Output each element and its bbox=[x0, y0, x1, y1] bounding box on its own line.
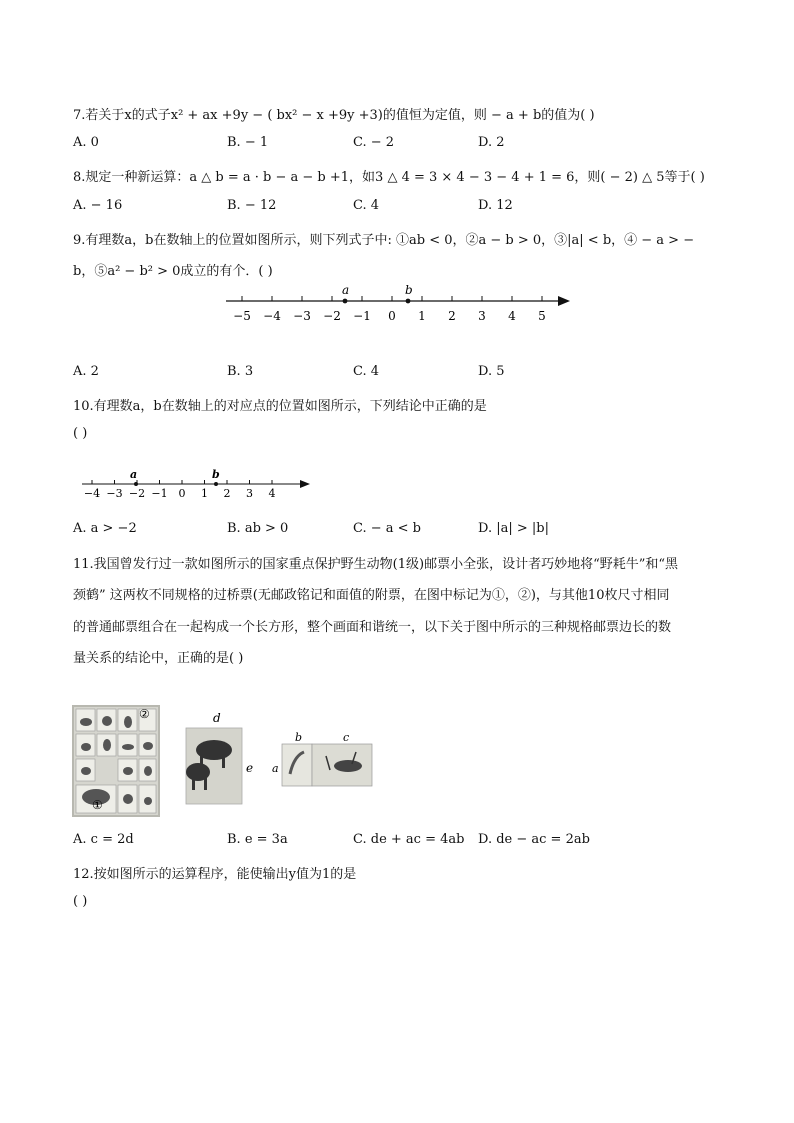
q9-options bbox=[73, 364, 733, 382]
q11-option-d: D. de − ac = 2ab bbox=[478, 832, 590, 847]
q9-axis-tick-label: 4 bbox=[508, 309, 516, 323]
q9-axis-tick-label: −5 bbox=[233, 309, 251, 323]
q9-label-b: b bbox=[405, 283, 413, 297]
q10-options bbox=[73, 521, 733, 539]
q11-stem-line3: 的普通邮票组合在一起构成一个长方形，整个画面和谐统一，以下关于图中所示的三种规格邮票边长的数 bbox=[73, 620, 672, 635]
q7-option-d: D. 2 bbox=[478, 135, 505, 150]
q10-label-b: b bbox=[212, 468, 220, 481]
q9-axis-tick-label: 0 bbox=[388, 309, 396, 323]
stamp-mark-1: ① bbox=[92, 798, 103, 812]
q10-axis-tick-label: −2 bbox=[128, 487, 146, 500]
q12-stem-line1: 12.按如图所示的运算程序，能使输出y值为1的是 bbox=[73, 867, 357, 882]
label-b: b bbox=[295, 731, 303, 744]
q7-options bbox=[73, 135, 733, 153]
q10-number-line bbox=[78, 465, 318, 501]
q9-option-b: B. 3 bbox=[227, 364, 254, 379]
q10-stem-line1: 10.有理数a，b在数轴上的对应点的位置如图所示，下列结论中正确的是 bbox=[73, 399, 487, 414]
crane-stamp-image bbox=[268, 730, 378, 790]
q7-option-b: B. − 1 bbox=[227, 135, 269, 150]
label-e: e bbox=[246, 761, 254, 775]
q8-option-a: A. − 16 bbox=[73, 198, 123, 213]
q10-axis-tick-label: 4 bbox=[268, 487, 276, 500]
stamp-sheet-image bbox=[72, 705, 160, 817]
q9-axis-tick-label: 3 bbox=[478, 309, 486, 323]
q9-axis-tick-label: 2 bbox=[448, 309, 456, 323]
q10-label-a: a bbox=[130, 468, 138, 481]
q11-stem-line2: 颈鹤” 这两枚不同规格的过桥票(无邮政铭记和面值的附票，在图中标记为①，②)，与其他10枚尺寸相同 bbox=[73, 588, 670, 603]
q9-axis-tick-label: −1 bbox=[353, 309, 371, 323]
q7-option-c: C. − 2 bbox=[353, 135, 395, 150]
q9-axis-tick-label: 5 bbox=[538, 309, 546, 323]
q9-axis-tick-label: −2 bbox=[323, 309, 341, 323]
q10-axis-tick-label: −3 bbox=[106, 487, 123, 500]
q10-axis-tick-label: 3 bbox=[246, 487, 253, 500]
q10-option-d: D. |a| > |b| bbox=[478, 521, 549, 536]
stamp-mark-2: ② bbox=[139, 707, 150, 721]
yak-stamp-image bbox=[184, 710, 259, 806]
q9-option-d: D. 5 bbox=[478, 364, 505, 379]
q12-stem-line2: ( ) bbox=[73, 894, 88, 909]
q10-axis-tick-label: 2 bbox=[223, 487, 231, 500]
label-c: c bbox=[343, 731, 350, 744]
q9-axis-tick-label: −3 bbox=[293, 309, 311, 323]
q9-stem-line2: b，⑤a² − b² > 0成立的有个．( ) bbox=[73, 264, 273, 279]
q11-option-a: A. c = 2d bbox=[73, 832, 134, 847]
q11-options bbox=[73, 832, 733, 850]
q9-label-a: a bbox=[342, 283, 350, 297]
q9-axis-tick-label: −4 bbox=[263, 309, 281, 323]
q10-option-a: A. a > −2 bbox=[73, 521, 137, 536]
q9-point-b bbox=[406, 299, 411, 304]
q10-point-a bbox=[134, 482, 138, 486]
q10-axis-tick-label: 0 bbox=[178, 487, 186, 500]
q8-option-b: B. − 12 bbox=[227, 198, 277, 213]
q9-stem-line1: 9.有理数a，b在数轴上的位置如图所示，则下列式子中: ①ab < 0，②a − b > 0，③|a| < b，④ − a > − bbox=[73, 233, 695, 248]
q10-option-c: C. − a < b bbox=[353, 521, 422, 536]
q10-option-b: B. ab > 0 bbox=[227, 521, 289, 536]
q8-options bbox=[73, 198, 733, 216]
label-d: d bbox=[213, 711, 221, 725]
q11-stem-line1: 11.我国曾发行过一款如图所示的国家重点保护野生动物(1级)邮票小全张，设计者巧妙地将“野耗牛”和“黑 bbox=[73, 557, 679, 572]
q9-number-line bbox=[220, 283, 580, 325]
q8-stem: 8.规定一种新运算：a △ b = a · b − a − b +1，如3 △ 4 = 3 × 4 − 3 − 4 + 1 = 6，则( − 2) △ 5等于( ) bbox=[73, 170, 705, 185]
q10-axis-tick-label: −1 bbox=[151, 487, 168, 500]
q9-point-a bbox=[343, 299, 348, 304]
q9-option-c: C. 4 bbox=[353, 364, 380, 379]
q10-axis-tick-label: −4 bbox=[83, 487, 101, 500]
q7-option-a: A. 0 bbox=[73, 135, 99, 150]
q10-axis-tick-label: 1 bbox=[201, 487, 208, 500]
q11-stem-line4: 量关系的结论中，正确的是( ) bbox=[73, 651, 244, 666]
q7-stem: 7.若关于x的式子x² + ax +9y − ( bx² − x +9y +3)的值恒为定值，则 − a + b的值为( ) bbox=[73, 108, 595, 123]
q10-stem-line2: ( ) bbox=[73, 426, 88, 441]
q9-axis-tick-label: 1 bbox=[418, 309, 426, 323]
q11-option-b: B. e = 3a bbox=[227, 832, 288, 847]
q11-option-c: C. de + ac = 4ab bbox=[353, 832, 465, 847]
q9-option-a: A. 2 bbox=[73, 364, 99, 379]
q8-option-d: D. 12 bbox=[478, 198, 513, 213]
label-a: a bbox=[272, 762, 279, 775]
q8-option-c: C. 4 bbox=[353, 198, 380, 213]
q10-point-b bbox=[214, 482, 218, 486]
